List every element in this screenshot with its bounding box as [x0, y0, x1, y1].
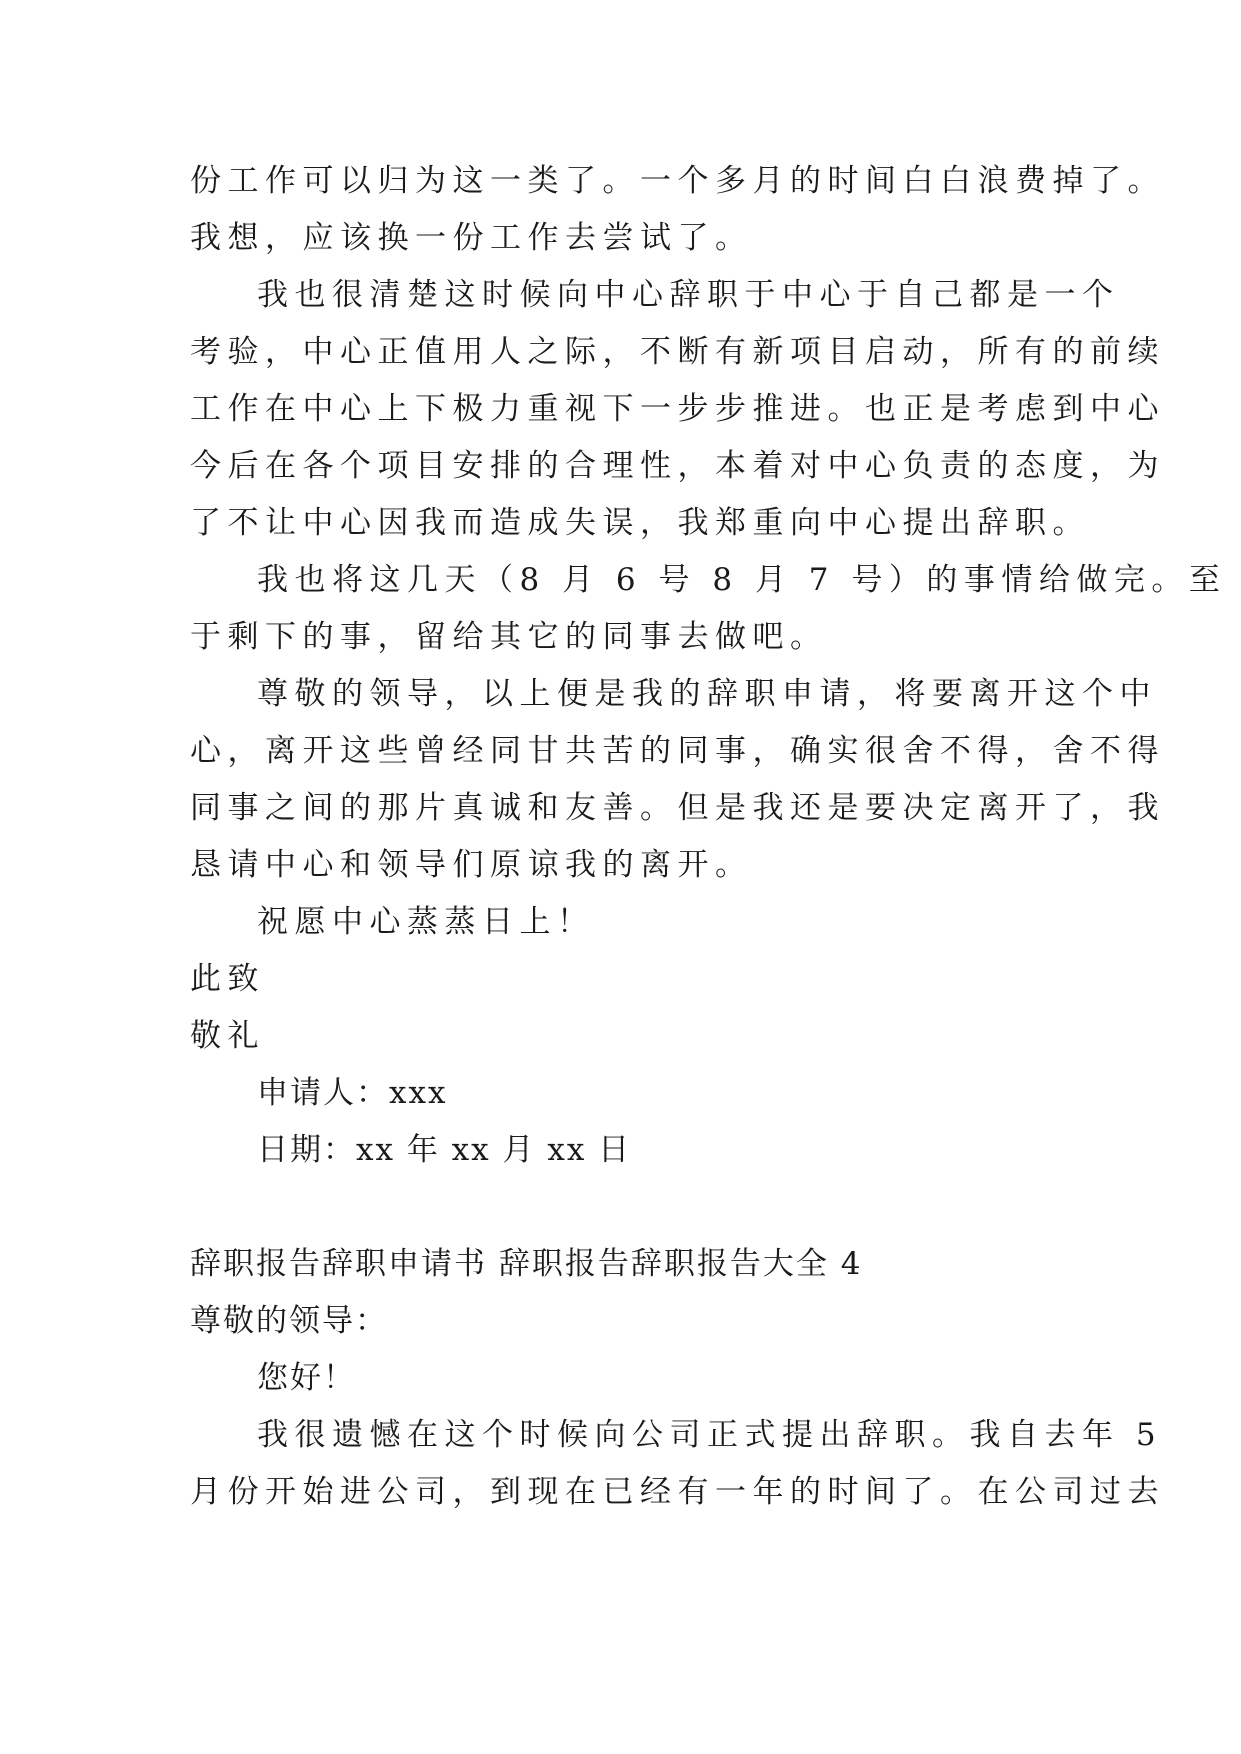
body-line-23: 月份开始进公司，到现在已经有一年的时间了。在公司过去 — [190, 1474, 1165, 1510]
body-line-7: 了不让中心因我而造成失误，我郑重向中心提出辞职。 — [190, 505, 1090, 541]
greeting-hello: 您好！ — [257, 1360, 356, 1396]
body-line-4: 考验，中心正值用人之际，不断有新项目启动，所有的前续 — [190, 334, 1165, 370]
date-line: 日期：xx 年 xx 月 xx 日 — [257, 1132, 632, 1168]
salutation-regards: 敬礼 — [190, 1018, 265, 1054]
body-line-1: 份工作可以归为这一类了。一个多月的时间白白浪费掉了。 — [190, 163, 1165, 199]
applicant-signature: 申请人：xxx — [257, 1075, 448, 1111]
salutation-close: 此致 — [190, 961, 265, 997]
body-line-6: 今后在各个项目安排的合理性，本着对中心负责的态度，为 — [190, 448, 1165, 484]
body-line-12: 同事之间的那片真诚和友善。但是我还是要决定离开了，我 — [190, 790, 1165, 826]
body-line-11: 心，离开这些曾经同甘共苦的同事，确实很舍不得，舍不得 — [190, 733, 1165, 769]
letter-greeting: 尊敬的领导： — [190, 1303, 388, 1339]
paragraph-start-line: 我也将这几天（8 月 6 号 8 月 7 号）的事情给做完。至 — [257, 562, 1227, 598]
body-line-5: 工作在中心上下极力重视下一步步推进。也正是考虑到中心 — [190, 391, 1165, 427]
section-heading: 辞职报告辞职申请书 辞职报告辞职报告大全 4 — [190, 1246, 863, 1282]
paragraph-start-line: 我很遗憾在这个时候向公司正式提出辞职。我自去年 5 — [257, 1417, 1163, 1453]
body-line-9: 于剩下的事，留给其它的同事去做吧。 — [190, 619, 828, 655]
closing-wish: 祝愿中心蒸蒸日上！ — [257, 904, 595, 940]
paragraph-start-line: 我也很清楚这时候向中心辞职于中心于自己都是一个 — [257, 277, 1120, 313]
body-line-13: 恳请中心和领导们原谅我的离开。 — [190, 847, 753, 883]
body-line-2: 我想，应该换一份工作去尝试了。 — [190, 220, 753, 256]
paragraph-start-line: 尊敬的领导，以上便是我的辞职申请，将要离开这个中 — [257, 676, 1157, 712]
